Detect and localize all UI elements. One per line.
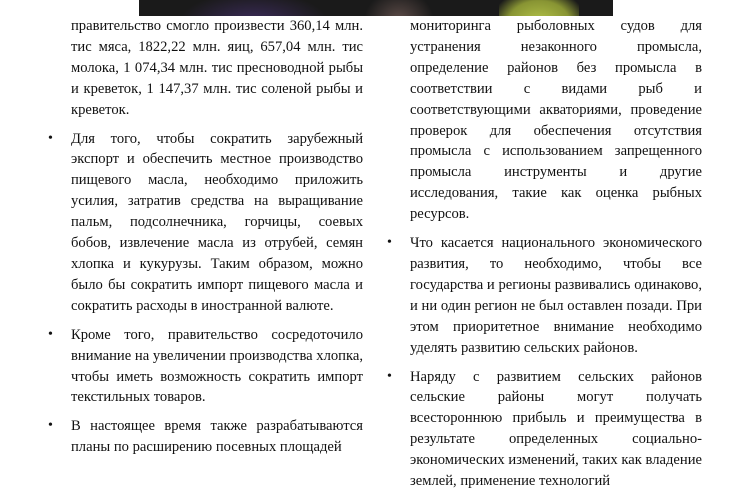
- bullet-icon: •: [387, 368, 392, 384]
- list-item: [47, 416, 363, 458]
- bullet-icon: •: [48, 326, 53, 342]
- photo-figure-left: [179, 0, 329, 16]
- list-item-text: Для того, чтобы сократить зарубежный экспорт и обеспечить местное производство пищевого масла, необходимо приложить усилия, затратив средства на выращивание пальм, подсолнечника, горчицы, соевых бобов, извлечение масла из отрубей, семян хлопка и кукурузы. Таким образом, можно было бы сократить импорт пищевого масла и сократить расходы в иностранной валюте.: [71, 130, 363, 314]
- list-item-text: Наряду с развитием сельских районов сельские районы могут получать всестороннюю прибыль и преимущества в результате определенных социально-экономических изменений, таких как владение землей, применение технологий: [410, 368, 702, 490]
- photo-figure-center: [364, 0, 434, 16]
- bullet-icon: •: [387, 235, 392, 251]
- left-continuation-paragraph: правительство смогло произвести 360,14 млн. тис мяса, 1822,22 млн. яиц, 657,04 млн. тис молока, 1 074,34 млн. тис пресноводной рыбы и креветок, 1 147,37 млн. тис соленой рыбы и креветок.: [71, 18, 363, 118]
- list-item: [386, 367, 702, 492]
- list-item-text: Кроме того, правительство сосредоточило внимание на увеличении производства хлопка, чтобы иметь возможность сократить импорт текстильных товаров.: [71, 326, 363, 406]
- header-photo: [139, 0, 613, 16]
- right-column: [386, 16, 702, 492]
- left-column: [47, 16, 363, 458]
- right-continuation-paragraph: мониторинга рыболовных судов для устранения незаконного промысла, определение районов без промысла в соответствии с видами рыб и соответствующими акваториями, проведение проверок для обеспечения отсутствия промысла с использованием запрещенного промысла инструменты и другие исследования, такие как оценка рыбных ресурсов.: [410, 18, 702, 223]
- list-item-text: В настоящее время также разрабатываются планы по расширению посевных площадей: [71, 418, 363, 456]
- bullet-icon: •: [48, 130, 53, 146]
- right-bullet-list: [386, 233, 702, 492]
- list-item: [47, 325, 363, 409]
- list-item: [47, 129, 363, 317]
- list-item-text: Что касается национального экономического развития, то необходимо, чтобы все государства и регионы развивались одинаково, и ни один регион не был оставлен позади. При этом приоритетное внимание необходимо уделять развитию сельских районов.: [410, 235, 702, 356]
- photo-figure-right: [499, 0, 579, 16]
- list-item: [386, 233, 702, 358]
- left-bullet-list: [47, 129, 363, 459]
- bullet-icon: •: [48, 418, 53, 434]
